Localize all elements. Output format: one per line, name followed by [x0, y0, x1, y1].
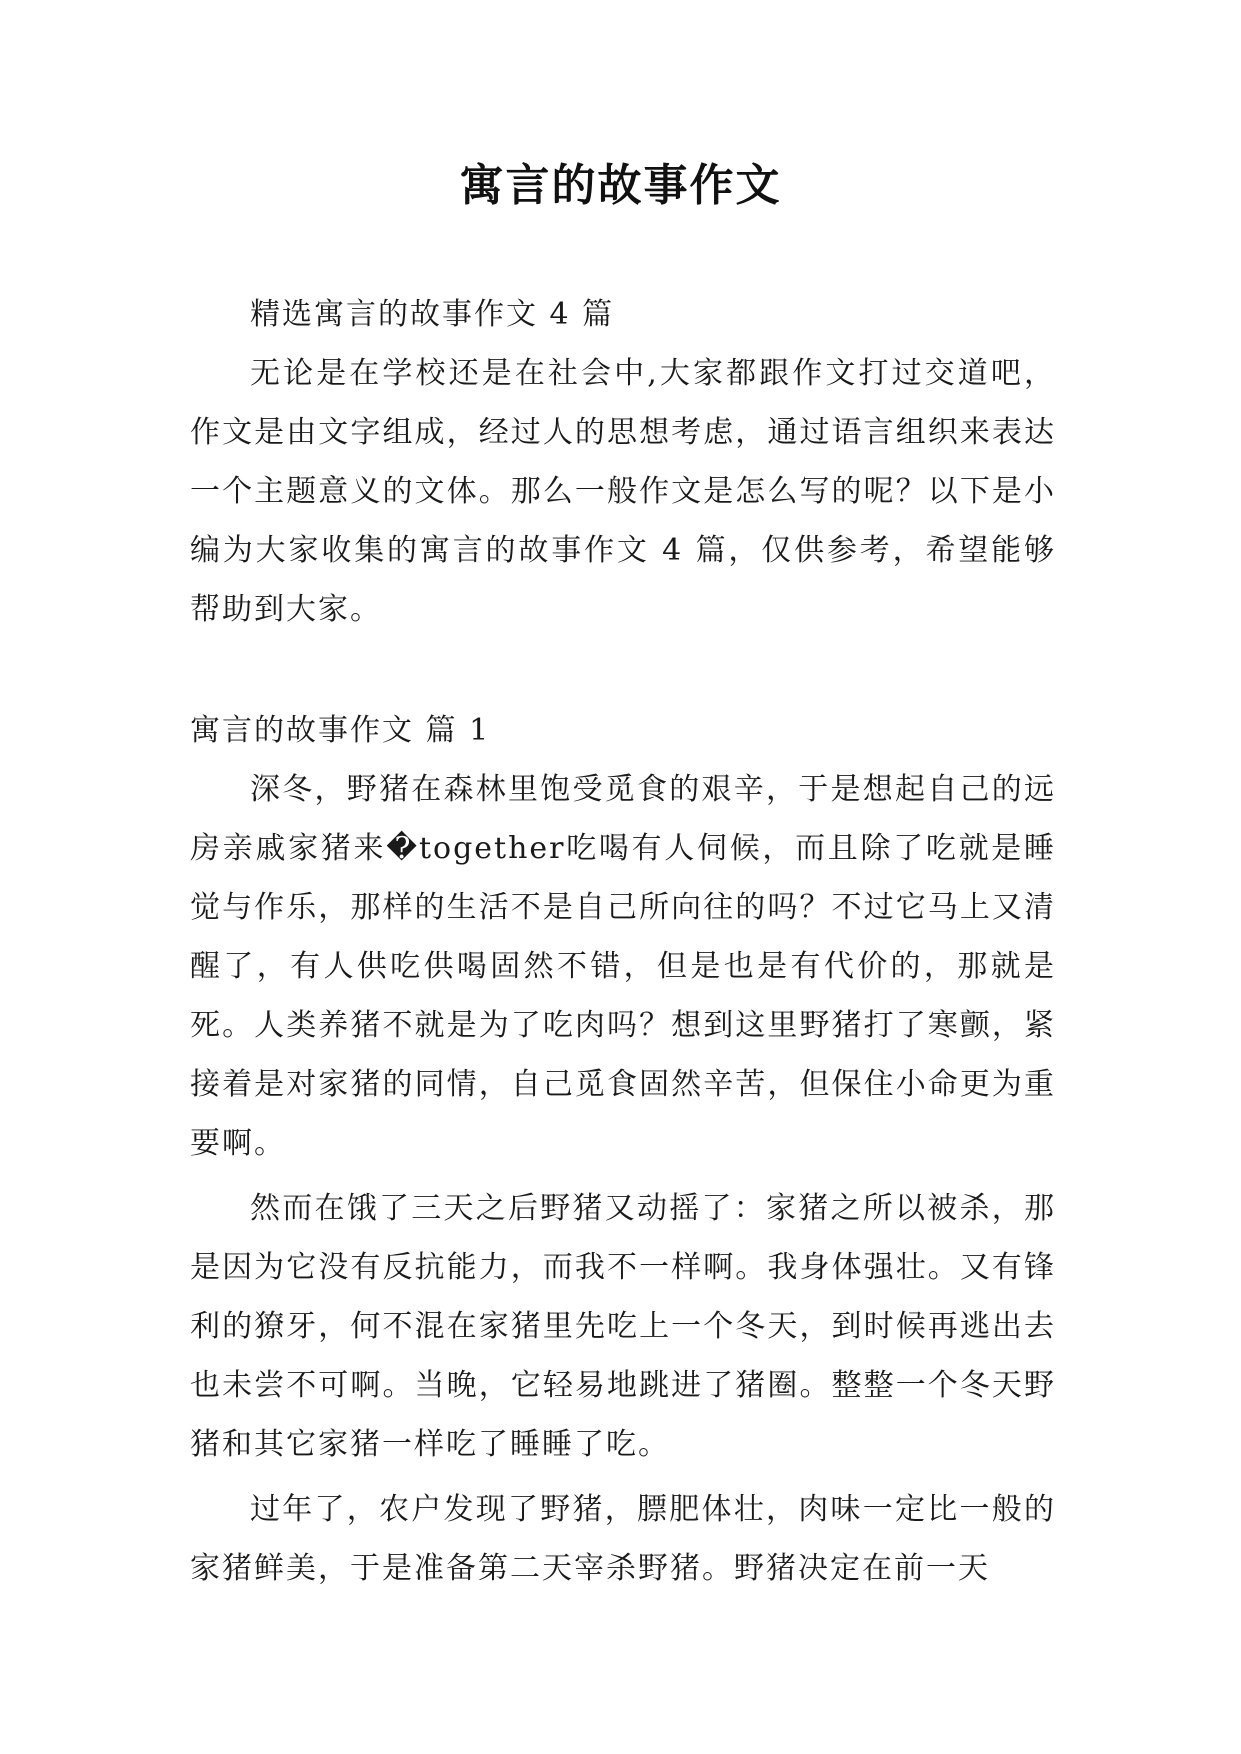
- document-title: 寓言的故事作文: [459, 160, 782, 211]
- story-paragraph-2: 然而在饿了三天之后野猪又动摇了：家猪之所以被杀，那是因为它没有反抗能力，而我不一样啊。我身体强壮。又有锋利的獠牙，何不混在家猪里先吃上一个冬天，到时候再逃出去也未尝不可啊。当晚，它轻易地跳进了猪圈。整整一个冬天野猪和其它家猪一样吃了睡睡了吃。: [190, 1191, 1056, 1462]
- story-paragraph-1: 深冬，野猪在森林里饱受觅食的艰辛，于是想起自己的远房亲戚家猪来�together吃喝有人伺候，而且除了吃就是睡觉与作乐，那样的生活不是自己所向往的吗？不过它马上又清醒了，有人供吃供喝固然不错，但是也是有代价的，那就是死。人类养猪不就是为了吃肉吗？想到这里野猪打了寒颤，紧接着是对家猪的同情，自己觅食固然辛苦，但保住小命更为重要啊。: [190, 772, 1056, 1161]
- subtitle-line: 精选寓言的故事作文 4 篇: [250, 297, 615, 332]
- document-body: [190, 285, 1056, 1598]
- intro-paragraph: 无论是在学校还是在社会中,大家都跟作文打过交道吧，作文是由文字组成，经过人的思想考虑，通过语言组织来表达一个主题意义的文体。那么一般作文是怎么写的呢？以下是小编为大家收集的寓言的故事作文 4 篇，仅供参考，希望能够帮助到大家。: [190, 356, 1056, 627]
- story-paragraph-3: 过年了，农户发现了野猪，膘肥体壮，肉味一定比一般的家猪鲜美，于是准备第二天宰杀野猪。野猪决定在前一天: [190, 1492, 1056, 1586]
- section-heading: 寓言的故事作文 篇 1: [190, 713, 491, 748]
